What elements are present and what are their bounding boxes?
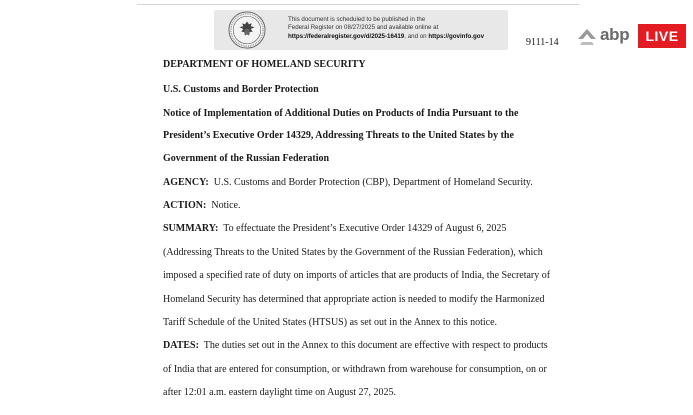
summary-text-1: To effectuate the President’s Executive Order 14329 of August 6, 2025 — [223, 223, 507, 234]
abp-brand-mark-icon — [576, 25, 598, 47]
action-value: Notice. — [211, 200, 241, 211]
summary-line-5: Tariff Schedule of the United States (HTSUS) as set out in the Annex to this notice. — [163, 317, 498, 328]
dates-line-1 — [163, 340, 548, 351]
billing-code: 9111-14 — [526, 37, 559, 48]
dates-line-2: of India that are entered for consumption, or withdrawn from warehouse for consumption, on or — [163, 364, 547, 375]
action-label: ACTION: — [163, 200, 207, 211]
banner-line-3 — [288, 33, 504, 41]
dates-text-1: The duties set out in the Annex to this document are effective with respect to products — [203, 340, 548, 351]
banner-line-2: Federal Register on 08/27/2025 and available online at — [288, 24, 439, 32]
summary-line-2: (Addressing Threats to the United States by the Government of the Russian Federation), which — [163, 247, 543, 258]
live-badge: LIVE — [638, 24, 686, 48]
notice-title-line-1: Notice of Implementation of Additional Duties on Products of India Pursuant to the — [163, 108, 519, 119]
summary-line-3: imposed a specified rate of duty on imports of articles that are products of India, the Secretary of — [163, 270, 551, 281]
notice-title-line-3: Government of the Russian Federation — [163, 153, 330, 164]
federal-register-notice — [288, 16, 504, 41]
agency-heading: U.S. Customs and Border Protection — [163, 84, 319, 95]
notice-title-line-2: President’s Executive Order 14329, Addressing Threats to the United States by the — [163, 130, 514, 141]
banner-line-1: This document is scheduled to be published in the — [288, 16, 426, 23]
action-field — [163, 200, 241, 211]
abp-logo-text: abp — [600, 25, 630, 44]
agency-label: AGENCY: — [163, 177, 209, 188]
agency-value: U.S. Customs and Border Protection (CBP), Department of Homeland Security. — [213, 177, 533, 188]
page-top-divider — [137, 4, 579, 5]
federal-register-seal-icon — [228, 11, 266, 49]
dates-line-3: after 12:01 a.m. eastern daylight time on August 27, 2025. — [163, 387, 397, 398]
agency-field — [163, 177, 533, 188]
summary-line-1 — [163, 223, 506, 234]
govinfo-link[interactable]: https://govinfo.gov — [428, 32, 485, 40]
department-heading: DEPARTMENT OF HOMELAND SECURITY — [163, 59, 366, 70]
federal-register-banner — [214, 10, 508, 50]
federal-register-link[interactable]: https://federalregister.gov/d/2025-16419 — [288, 32, 405, 40]
banner-connector: , and on — [404, 32, 429, 40]
dates-label: DATES: — [163, 340, 199, 351]
abp-live-logo — [576, 24, 693, 48]
summary-label: SUMMARY: — [163, 223, 219, 234]
summary-line-4: Homeland Security has determined that appropriate action is needed to modify the Harmonized — [163, 294, 545, 305]
